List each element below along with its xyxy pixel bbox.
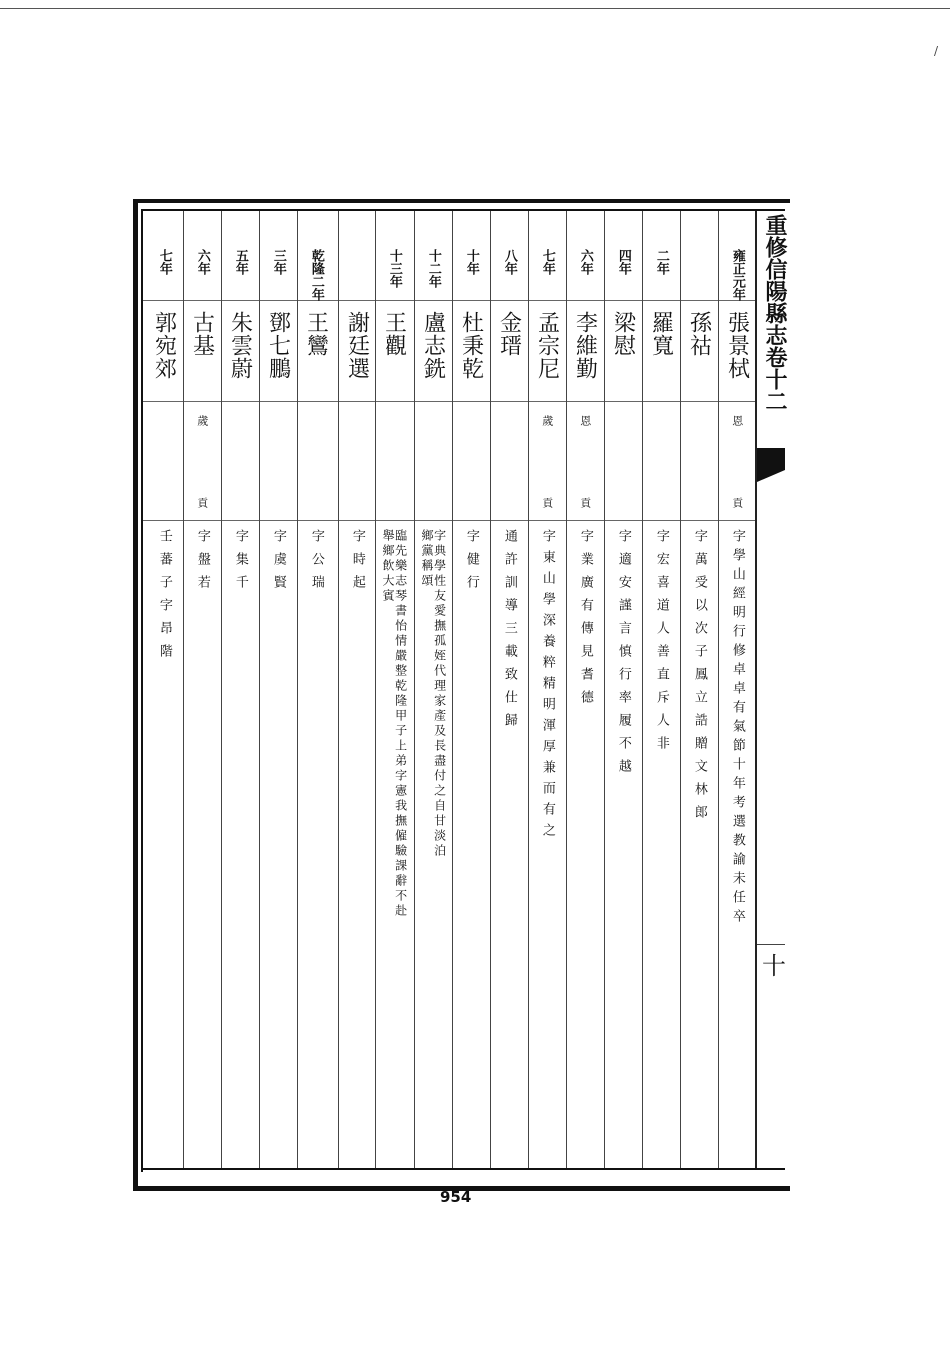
entry-column <box>338 211 376 1168</box>
entry-note: 壬蕃子字昂階 <box>156 529 172 667</box>
entry-year: 六年 <box>577 249 593 275</box>
page-number: 954 <box>440 1188 472 1206</box>
entry-column <box>452 211 490 1168</box>
entry-year: 乾隆二年 <box>308 249 324 301</box>
entry-year: 十年 <box>463 249 479 275</box>
stray-mark: / <box>934 44 939 58</box>
entry-name: 梁慰 <box>610 311 636 357</box>
entry-name: 金瑨 <box>496 311 522 357</box>
entry-category-suffix: 貢 <box>540 497 554 508</box>
entry-category: 恩 <box>730 415 744 426</box>
entry-year: 四年 <box>615 249 631 275</box>
entry-note: 字健行 <box>463 529 479 598</box>
fishtail-mark-icon <box>757 448 785 482</box>
entry-column <box>490 211 528 1168</box>
entry-name: 杜秉乾 <box>458 311 484 380</box>
entry-note: 字萬受以次子鳳立誥贈文林郎 <box>691 529 707 828</box>
entry-category-suffix: 貢 <box>578 497 592 508</box>
entry-note: 字學山經明行修卓卓有氣節十年考選教諭未任卒 <box>729 529 745 928</box>
entry-note: 字虞賢 <box>270 529 286 598</box>
entry-note: 字盤若 <box>194 529 210 598</box>
entry-year: 二年 <box>653 249 669 275</box>
entry-column <box>718 211 756 1168</box>
entry-note: 字業廣有傳見耆德 <box>577 529 593 713</box>
entry-column <box>375 211 413 1168</box>
folio-rule <box>757 944 785 945</box>
entry-category: 歲 <box>195 415 209 426</box>
entry-year: 十二年 <box>425 249 441 288</box>
entry-column <box>183 211 221 1168</box>
top-rule <box>0 8 950 9</box>
entry-column <box>221 211 259 1168</box>
entry-name: 孟宗尼 <box>534 311 560 380</box>
entry-year: 五年 <box>232 249 248 275</box>
entry-category: 歲 <box>540 415 554 426</box>
entry-column <box>680 211 718 1168</box>
entry-column <box>414 211 452 1168</box>
entry-name: 盧志銑 <box>420 311 446 380</box>
entry-column <box>528 211 566 1168</box>
entry-category-suffix: 貢 <box>730 497 744 508</box>
entry-note: 字典學性友愛撫孤姪代理家產及長盡付之自甘淡泊鄉黨稱頌 <box>420 529 447 859</box>
entry-column <box>145 211 183 1168</box>
entry-name: 鄧七鵬 <box>265 311 291 380</box>
frame-inner-bottom <box>141 1168 785 1170</box>
entry-name: 郭宛郊 <box>151 311 177 380</box>
entry-note: 臨先樂志琴書怡情嚴整乾隆甲子上弟字憲我撫僱驗課辭不赴舉鄉飲大賓 <box>381 529 408 919</box>
folio-number: 十 <box>762 952 786 980</box>
entry-name: 朱雲蔚 <box>227 311 253 380</box>
entry-note: 字時起 <box>349 529 365 598</box>
entry-name: 張景栻 <box>724 311 750 380</box>
entry-name: 李維勤 <box>572 311 598 380</box>
entry-note: 字宏喜道人善直斥人非 <box>653 529 669 759</box>
entry-category: 恩 <box>578 415 592 426</box>
entry-column <box>259 211 297 1168</box>
entry-column <box>642 211 680 1168</box>
entry-note: 通許訓導三載致仕歸 <box>501 529 517 736</box>
entry-year: 六年 <box>194 249 210 275</box>
entry-name: 孫祜 <box>686 311 712 357</box>
entry-name: 謝廷選 <box>344 311 370 380</box>
entry-year: 八年 <box>501 249 517 275</box>
entry-note: 字公瑞 <box>308 529 324 598</box>
entry-name: 王觀 <box>381 311 407 357</box>
entry-year: 十三年 <box>386 249 402 288</box>
entry-note: 字集千 <box>232 529 248 598</box>
entry-name: 羅寬 <box>648 311 674 357</box>
entry-year: 七年 <box>156 249 172 275</box>
frame-inner-left <box>141 209 143 1172</box>
entry-category-suffix: 貢 <box>195 497 209 508</box>
entry-note: 字東山學深養粹精明渾厚兼而有之 <box>539 529 555 844</box>
entry-column <box>566 211 604 1168</box>
entry-year: 雍正元年 <box>729 249 745 301</box>
entry-column <box>604 211 642 1168</box>
entry-note: 字適安謹言慎行率履不越 <box>615 529 631 782</box>
entry-year: 三年 <box>270 249 286 275</box>
entry-year: 七年 <box>539 249 555 275</box>
entry-name: 王鸞 <box>303 311 329 357</box>
entry-name: 古基 <box>189 311 215 357</box>
entry-column <box>297 211 335 1168</box>
spine-title: 重修信陽縣志卷十二 <box>762 214 788 412</box>
